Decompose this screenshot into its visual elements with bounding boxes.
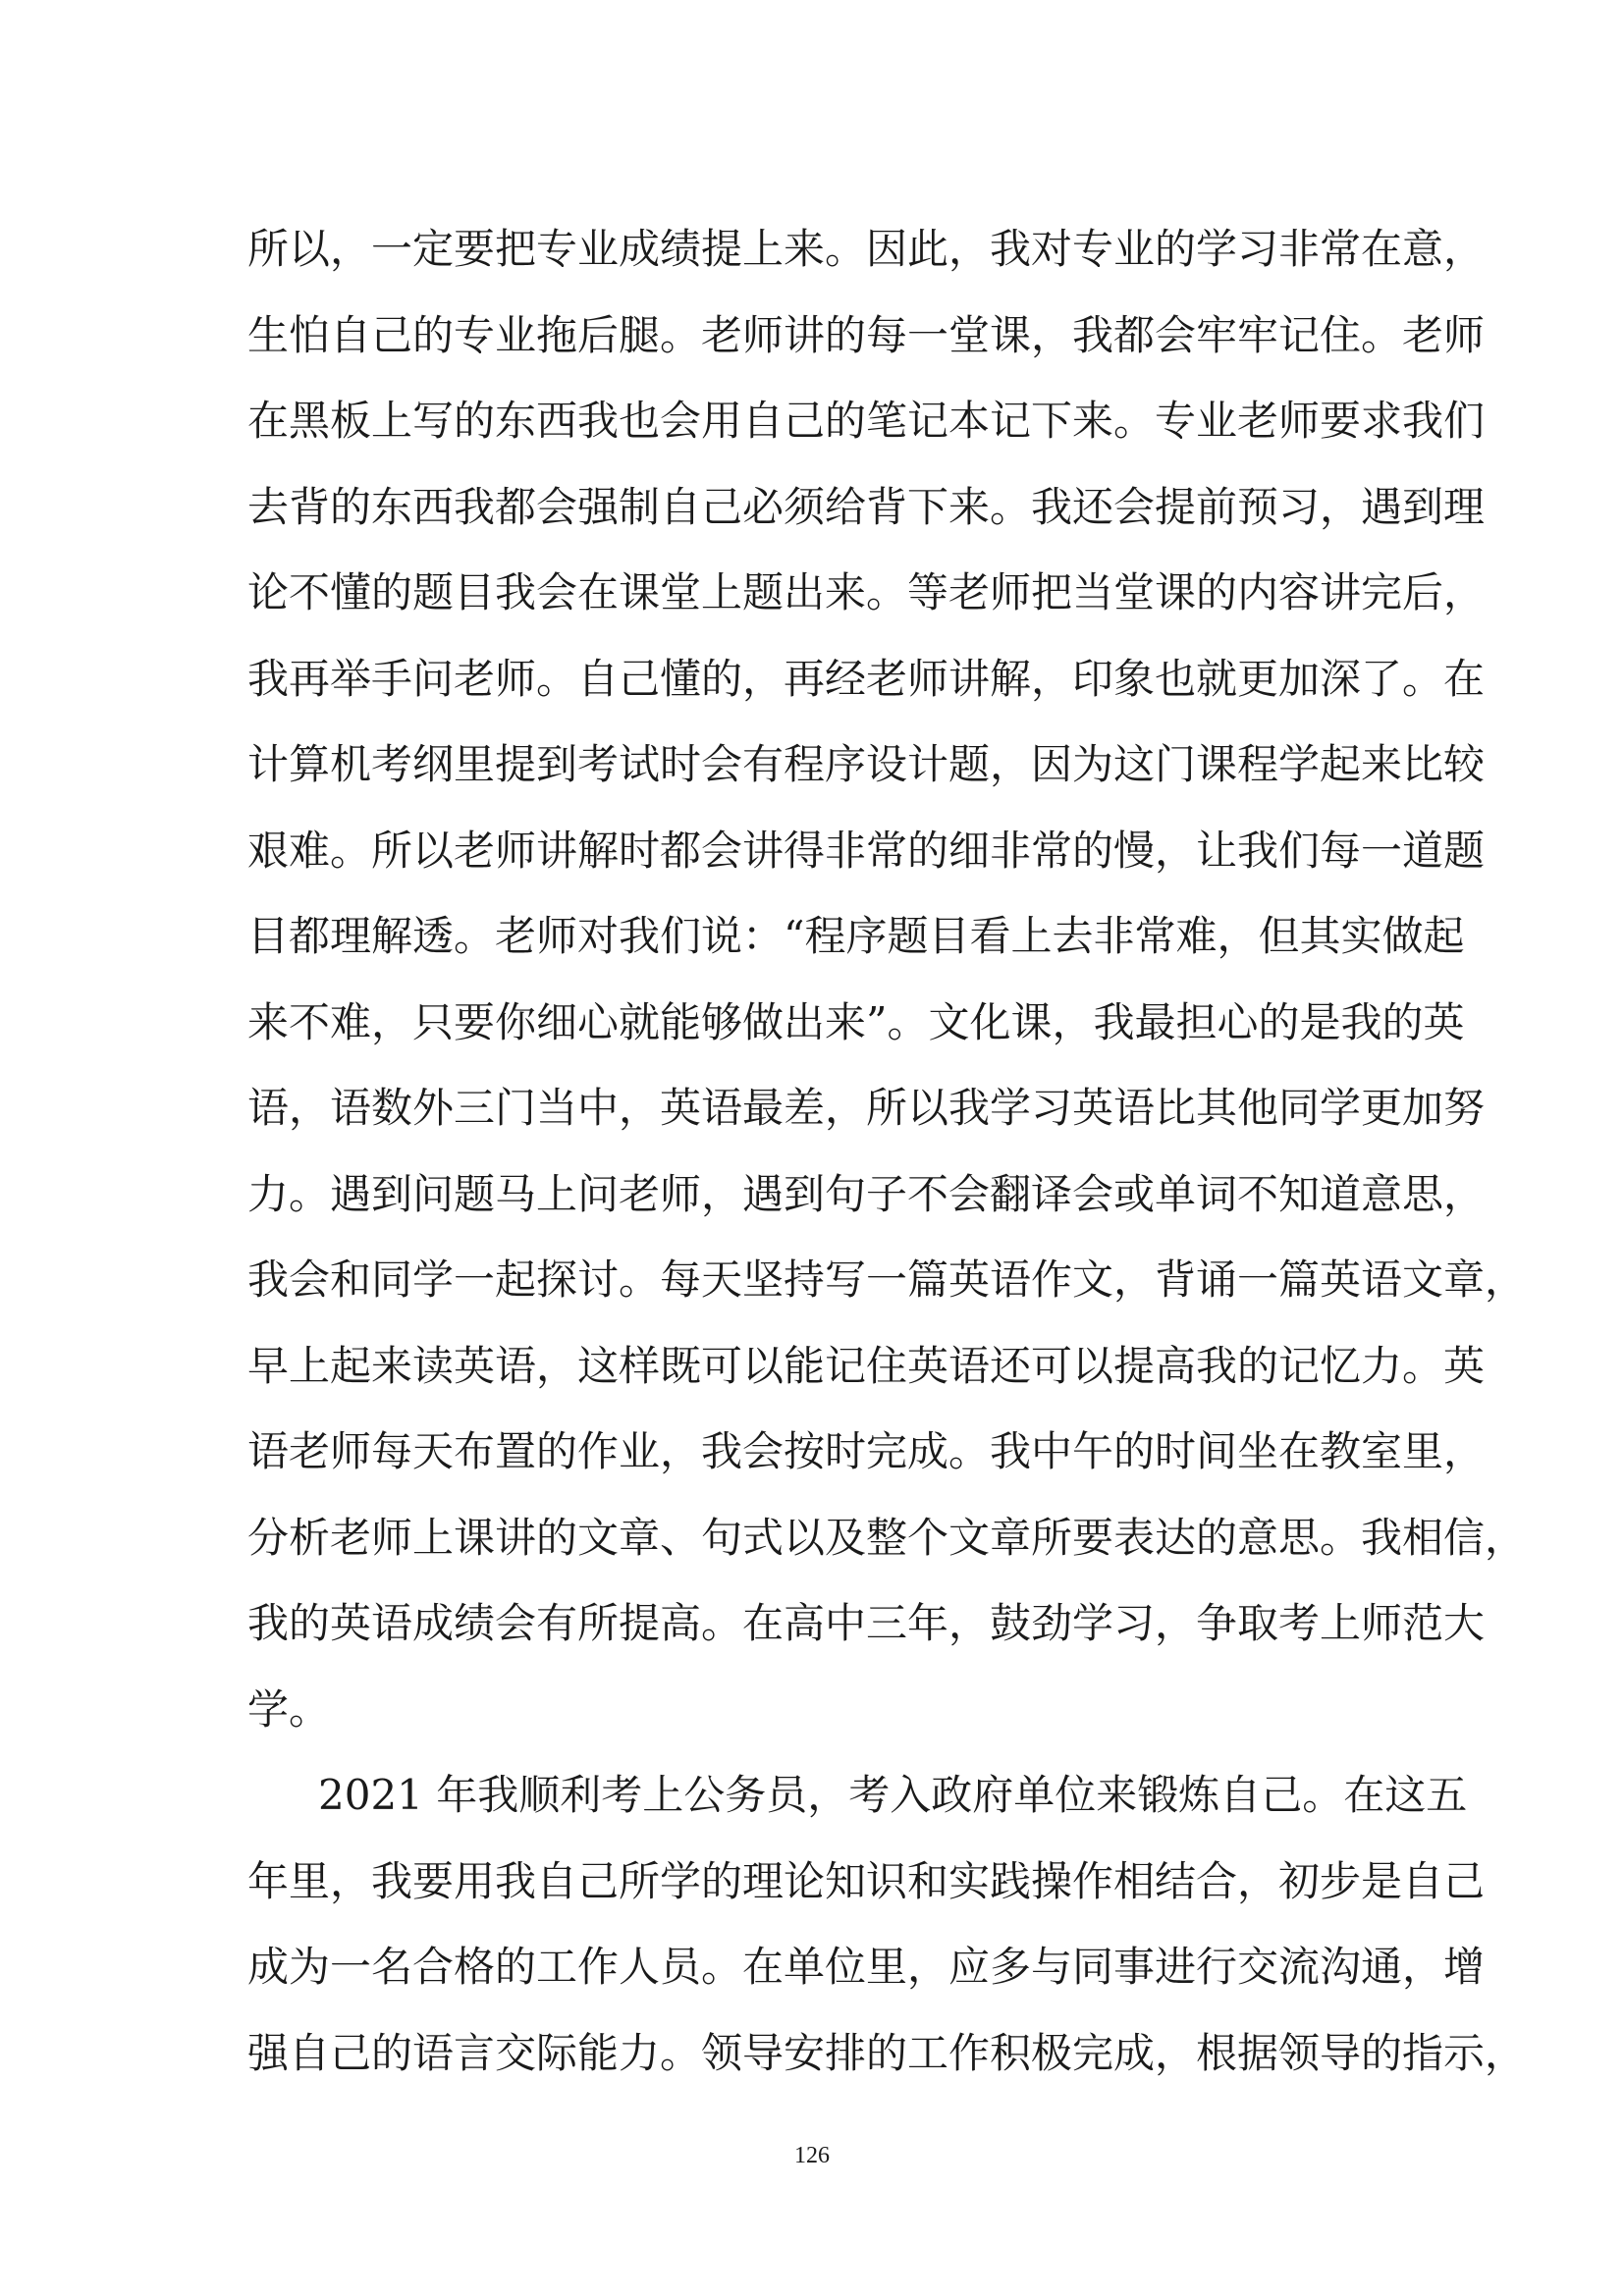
text-line: 强自己的语言交际能力。领导安排的工作积极完成，根据领导的指示， xyxy=(247,2028,1527,2077)
text-line: 艰难。所以老师讲解时都会讲得非常的细非常的慢，让我们每一道题 xyxy=(247,826,1486,875)
text-line: 计算机考纲里提到考试时会有程序设计题，因为这门课程学起来比较 xyxy=(247,740,1486,788)
text-line: 学。 xyxy=(247,1684,331,1734)
text-line: 我的英语成绩会有所提高。在高中三年，鼓劲学习，争取考上师范大 xyxy=(247,1599,1486,1647)
body-text xyxy=(247,206,1527,2096)
page-number: 126 xyxy=(794,2143,830,2168)
text-line: 力。遇到问题马上问老师，遇到句子不会翻译会或单词不知道意思， xyxy=(247,1169,1486,1218)
text-line: 所以，一定要把专业成绩提上来。因此，我对专业的学习非常在意， xyxy=(247,225,1486,273)
text-line: 我会和同学一起探讨。每天坚持写一篇英语作文，背诵一篇英语文章， xyxy=(247,1255,1527,1304)
text-line: 语老师每天布置的作业，我会按时完成。我中午的时间坐在教室里， xyxy=(247,1427,1486,1475)
text-line: 成为一名合格的工作人员。在单位里，应多与同事进行交流沟通，增 xyxy=(247,1943,1486,1991)
text-line: 早上起来读英语，这样既可以能记住英语还可以提高我的记忆力。英 xyxy=(247,1341,1486,1390)
paragraph-first-line: 2021 年我顺利考上公务员，考入政府单位来锻炼自己。在这五 xyxy=(318,1771,1468,1819)
text-line: 语，语数外三门当中，英语最差，所以我学习英语比其他同学更加努 xyxy=(247,1084,1486,1132)
text-line: 去背的东西我都会强制自己必须给背下来。我还会提前预习，遇到理 xyxy=(247,482,1486,531)
text-line: 年里，我要用我自己所学的理论知识和实践操作相结合，初步是自己 xyxy=(247,1856,1486,1905)
text-line: 论不懂的题目我会在课堂上题出来。等老师把当堂课的内容讲完后， xyxy=(247,568,1486,616)
text-line: 在黑板上写的东西我也会用自己的笔记本记下来。专业老师要求我们 xyxy=(247,397,1486,445)
text-line: 我再举手问老师。自己懂的，再经老师讲解，印象也就更加深了。在 xyxy=(247,654,1486,703)
text-line: 来不难，只要你细心就能够做出来”。文化课，我最担心的是我的英 xyxy=(247,997,1465,1046)
text-line: 目都理解透。老师对我们说：“程序题目看上去非常难，但其实做起 xyxy=(247,912,1465,960)
text-line: 分析老师上课讲的文章、句式以及整个文章所要表达的意思。我相信， xyxy=(247,1513,1527,1562)
text-line: 生怕自己的专业拖后腿。老师讲的每一堂课，我都会牢牢记住。老师 xyxy=(247,310,1486,359)
